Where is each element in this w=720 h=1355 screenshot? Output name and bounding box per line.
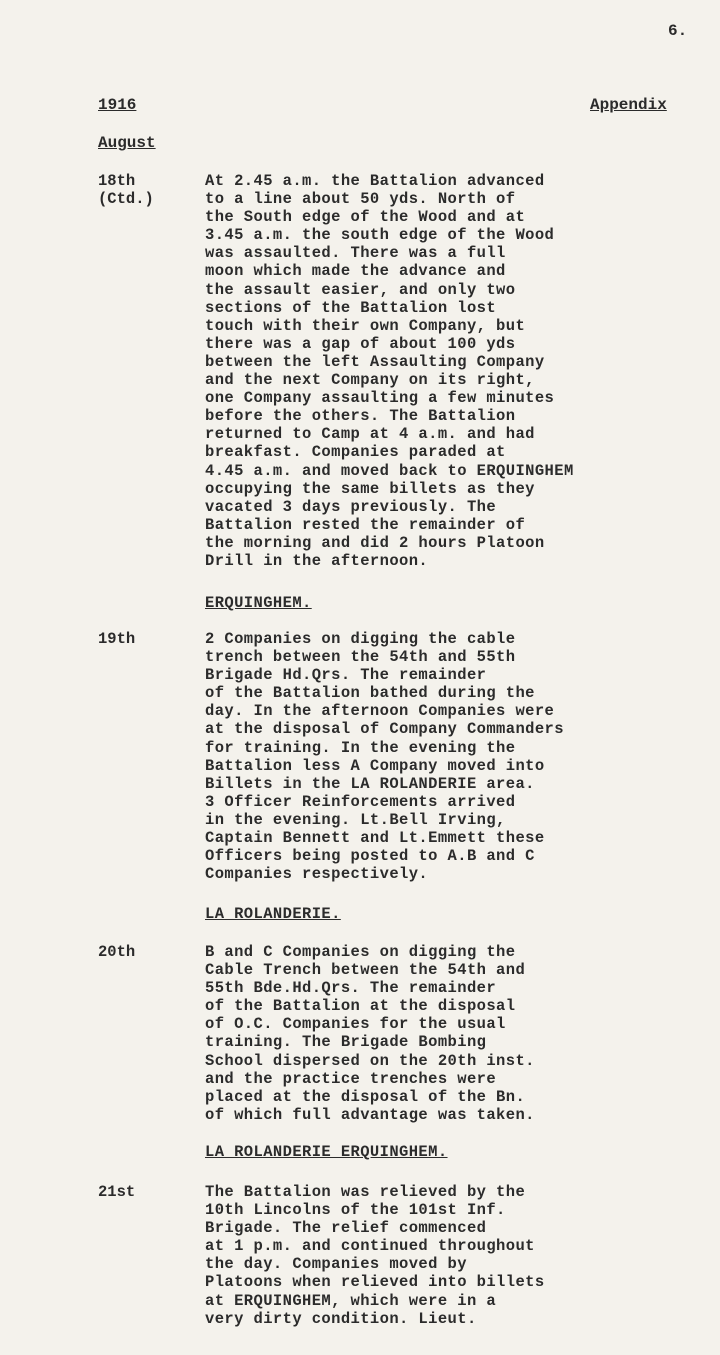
entry-line: Brigade Hd.Qrs. The remainder	[205, 666, 487, 685]
entry-line: between the left Assaulting Company	[205, 352, 545, 371]
entry-line: 3.45 a.m. the south edge of the Wood	[205, 226, 555, 245]
entry-line: moon which made the advance and	[205, 262, 506, 281]
entry-text	[205, 172, 574, 570]
entry-line: vacated 3 days previously. The	[205, 497, 497, 516]
entry-line: at 1 p.m. and continued throughout	[205, 1237, 535, 1256]
month-label: August	[98, 134, 156, 152]
entry-line: 55th Bde.Hd.Qrs. The remainder	[205, 979, 497, 998]
entry-text	[205, 1183, 545, 1328]
entry-line: and the next Company on its right,	[205, 371, 535, 390]
entry-line: of the Battalion at the disposal	[205, 997, 516, 1016]
entry-line: Battalion less A Company moved into	[205, 756, 545, 775]
page-number: 6.	[668, 22, 688, 40]
entry-text	[205, 943, 535, 1124]
entry-line: day. In the afternoon Companies were	[205, 702, 555, 721]
entry-line: of O.C. Companies for the usual	[205, 1015, 506, 1034]
entry-line: to a line about 50 yds. North of	[205, 190, 516, 209]
entry-line: the morning and did 2 hours Platoon	[205, 533, 545, 552]
date-line: 21st	[98, 1183, 136, 1201]
entry-line: was assaulted. There was a full	[205, 244, 506, 263]
location-heading: LA ROLANDERIE ERQUINGHEM.	[205, 1143, 448, 1161]
entry-line: sections of the Battalion lost	[205, 298, 497, 317]
entry-line: touch with their own Company, but	[205, 316, 526, 335]
date-line: (Ctd.)	[98, 190, 154, 208]
entry-line: Platoons when relieved into billets	[205, 1273, 545, 1292]
entry-line: the assault easier, and only two	[205, 280, 516, 299]
entry-line: Captain Bennett and Lt.Emmett these	[205, 829, 545, 848]
entry-line: the South edge of the Wood and at	[205, 208, 526, 227]
entry-line: Billets in the LA ROLANDERIE area.	[205, 774, 535, 793]
entry-line: At 2.45 a.m. the Battalion advanced	[205, 172, 545, 190]
date-line: 18th	[98, 172, 136, 190]
entry-line: Drill in the afternoon.	[205, 551, 429, 570]
entry-line: there was a gap of about 100 yds	[205, 334, 516, 353]
entry-line: of the Battalion bathed during the	[205, 684, 535, 703]
appendix-label: Appendix	[590, 96, 667, 114]
entry-line: breakfast. Companies paraded at	[205, 443, 506, 462]
entry-date	[98, 1183, 135, 1201]
entry-line: training. The Brigade Bombing	[205, 1033, 487, 1052]
entry-line: 2 Companies on digging the cable	[205, 630, 516, 648]
date-line: 20th	[98, 943, 136, 961]
entry-date	[98, 943, 135, 961]
year-label: 1916	[98, 96, 137, 114]
entry-line: at the disposal of Company Commanders	[205, 720, 564, 739]
location-heading: LA ROLANDERIE.	[205, 905, 341, 923]
entry-line: The Battalion was relieved by the	[205, 1183, 526, 1201]
entry-line: the day. Companies moved by	[205, 1255, 467, 1274]
entry-line: occupying the same billets as they	[205, 479, 535, 498]
entry-line: at ERQUINGHEM, which were in a	[205, 1291, 497, 1310]
date-line: 19th	[98, 630, 136, 648]
entry-date	[98, 172, 154, 208]
entry-line: 3 Officer Reinforcements arrived	[205, 792, 516, 811]
entry-date	[98, 630, 135, 648]
entry-line: very dirty condition. Lieut.	[205, 1309, 477, 1328]
entry-line: in the evening. Lt.Bell Irving,	[205, 810, 506, 829]
entry-line: B and C Companies on digging the	[205, 943, 516, 961]
entry-line: Battalion rested the remainder of	[205, 515, 526, 534]
entry-line: for training. In the evening the	[205, 738, 516, 757]
entry-line: trench between the 54th and 55th	[205, 648, 516, 667]
location-heading: ERQUINGHEM.	[205, 594, 312, 612]
entry-line: Brigade. The relief commenced	[205, 1219, 487, 1238]
entry-line: and the practice trenches were	[205, 1069, 497, 1088]
entry-line: one Company assaulting a few minutes	[205, 389, 555, 408]
entry-line: School dispersed on the 20th inst.	[205, 1051, 535, 1070]
entry-line: placed at the disposal of the Bn.	[205, 1087, 526, 1106]
entry-line: Companies respectively.	[205, 865, 429, 884]
entry-text	[205, 630, 564, 883]
entry-line: 10th Lincolns of the 101st Inf.	[205, 1201, 506, 1220]
entry-line: Officers being posted to A.B and C	[205, 847, 535, 866]
entry-line: of which full advantage was taken.	[205, 1105, 535, 1124]
entry-line: Cable Trench between the 54th and	[205, 961, 526, 980]
entry-line: returned to Camp at 4 a.m. and had	[205, 425, 535, 444]
entry-line: before the others. The Battalion	[205, 407, 516, 426]
entry-line: 4.45 a.m. and moved back to ERQUINGHEM	[205, 461, 574, 480]
